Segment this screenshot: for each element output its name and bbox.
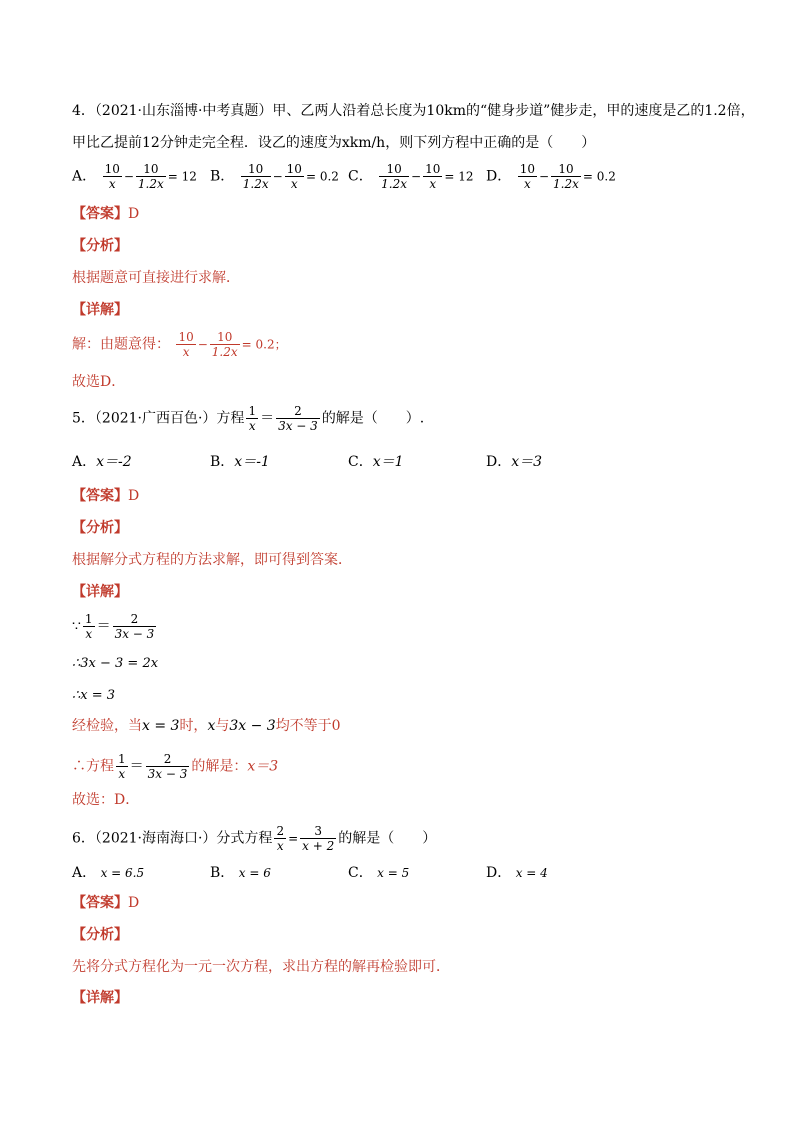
q4-option-a: A． $\frac{10}{x}$ − $\frac{10}{1.2x}$ = 12 xyxy=(72,162,197,191)
q6-stem: 6．（2021·海南海口·）分式方程 $\frac{2}{x}$ = $\frac{3}{x + 2}$ 的解是（ ） xyxy=(72,824,437,853)
q5-detail-step1: ∵ $\frac{1}{x}$ ＝ $\frac{2}{3x - 3}$ xyxy=(72,612,155,641)
fraction: $\frac{10}{x}$ xyxy=(104,162,120,191)
fraction: $\frac{10}{x}$ xyxy=(425,162,441,191)
q5-conclusion: 故选：D． xyxy=(72,792,140,808)
q4-analysis-tag: 【分析】 xyxy=(72,238,128,254)
q4-analysis-text: 根据题意可直接进行求解． xyxy=(72,270,240,286)
q6-option-c: C． x = 5 xyxy=(348,865,410,881)
fraction: $\frac{10}{1.2x}$ xyxy=(137,162,164,191)
fraction: $\frac{10}{1.2x}$ xyxy=(381,162,408,191)
q4-detail-tag: 【详解】 xyxy=(72,302,128,318)
fraction: $\frac{10}{1.2x}$ xyxy=(553,162,579,191)
q5-analysis-tag: 【分析】 xyxy=(72,520,128,536)
fraction: $\frac{10}{1.2x}$ xyxy=(242,162,269,191)
q5-detail-check: 经检验，当x = 3时，x与3x − 3均不等于0 xyxy=(72,718,341,734)
q6-option-a: A． x = 6.5 xyxy=(72,865,145,881)
fraction: $\frac{1}{x}$ xyxy=(118,752,126,781)
fraction: $\frac{2}{3x - 3}$ xyxy=(114,612,155,641)
q4-stem-line2: 甲比乙提前12分钟走完全程．设乙的速度为xkm/h，则下列方程中正确的是（ ） xyxy=(72,135,596,151)
fraction: $\frac{1}{x}$ xyxy=(248,404,257,433)
q5-option-c: C．x＝1 xyxy=(348,454,404,470)
fraction: $\frac{3}{x + 2}$ xyxy=(302,824,335,853)
q6-option-b: B． x = 6 xyxy=(210,865,271,881)
fraction: $\frac{2}{x}$ xyxy=(276,824,285,853)
q5-answer: 【答案】D xyxy=(72,488,140,504)
q4-answer: 【答案】D xyxy=(72,206,140,222)
q5-detail-step3: ∴x = 3 xyxy=(72,688,116,703)
q5-detail-step2: ∴3x − 3 = 2x xyxy=(72,656,159,671)
fraction: $\frac{10}{x}$ xyxy=(286,162,302,191)
q5-option-b: B．x＝-1 xyxy=(210,454,270,470)
fraction: $\frac{10}{1.2x}$ xyxy=(211,330,238,359)
fraction: $\frac{10}{x}$ xyxy=(178,330,194,359)
q4-option-c: C． $\frac{10}{1.2x}$ − $\frac{10}{x}$ = 12 xyxy=(348,162,474,191)
q4-conclusion: 故选D． xyxy=(72,374,126,390)
q4-detail-equation: 解：由题意得： $\frac{10}{x}$ − $\frac{10}{1.2x}$ = 0.2； xyxy=(72,330,287,359)
q5-analysis-text: 根据解分式方程的方法求解，即可得到答案． xyxy=(72,552,352,568)
q5-detail-solution: ∴方程 $\frac{1}{x}$ ＝ $\frac{2}{3x - 3}$ 的解是：x＝3 xyxy=(72,752,279,781)
q6-analysis-tag: 【分析】 xyxy=(72,927,128,943)
q5-option-a: A．x＝-2 xyxy=(72,454,132,470)
q4-stem-line1: 4．（2021·山东淄博·中考真题）甲、乙两人沿着总长度为10km的“健身步道”健步走，甲的速度是乙的1.2倍， xyxy=(72,103,755,119)
q6-option-d: D． x = 4 xyxy=(486,865,548,881)
q6-detail-tag: 【详解】 xyxy=(72,990,128,1006)
q4-option-d: D． $\frac{10}{x}$ − $\frac{10}{1.2x}$ = 0.2 xyxy=(486,162,616,191)
q6-analysis-text: 先将分式方程化为一元一次方程，求出方程的解再检验即可． xyxy=(72,959,450,975)
q5-detail-tag: 【详解】 xyxy=(72,584,128,600)
q5-stem: 5．（2021·广西百色·）方程 $\frac{1}{x}$ ＝ $\frac{2}{3x - 3}$ 的解是（ ）. xyxy=(72,404,425,433)
q5-option-d: D．x＝3 xyxy=(486,454,543,470)
fraction: $\frac{10}{x}$ xyxy=(519,162,535,191)
fraction: $\frac{2}{3x - 3}$ xyxy=(147,752,188,781)
q4-option-b: B． $\frac{10}{1.2x}$ − $\frac{10}{x}$ = 0.2 xyxy=(210,162,339,191)
fraction: $\frac{1}{x}$ xyxy=(84,612,93,641)
fraction: $\frac{2}{3x - 3}$ xyxy=(278,404,318,433)
q6-answer: 【答案】D xyxy=(72,895,140,911)
